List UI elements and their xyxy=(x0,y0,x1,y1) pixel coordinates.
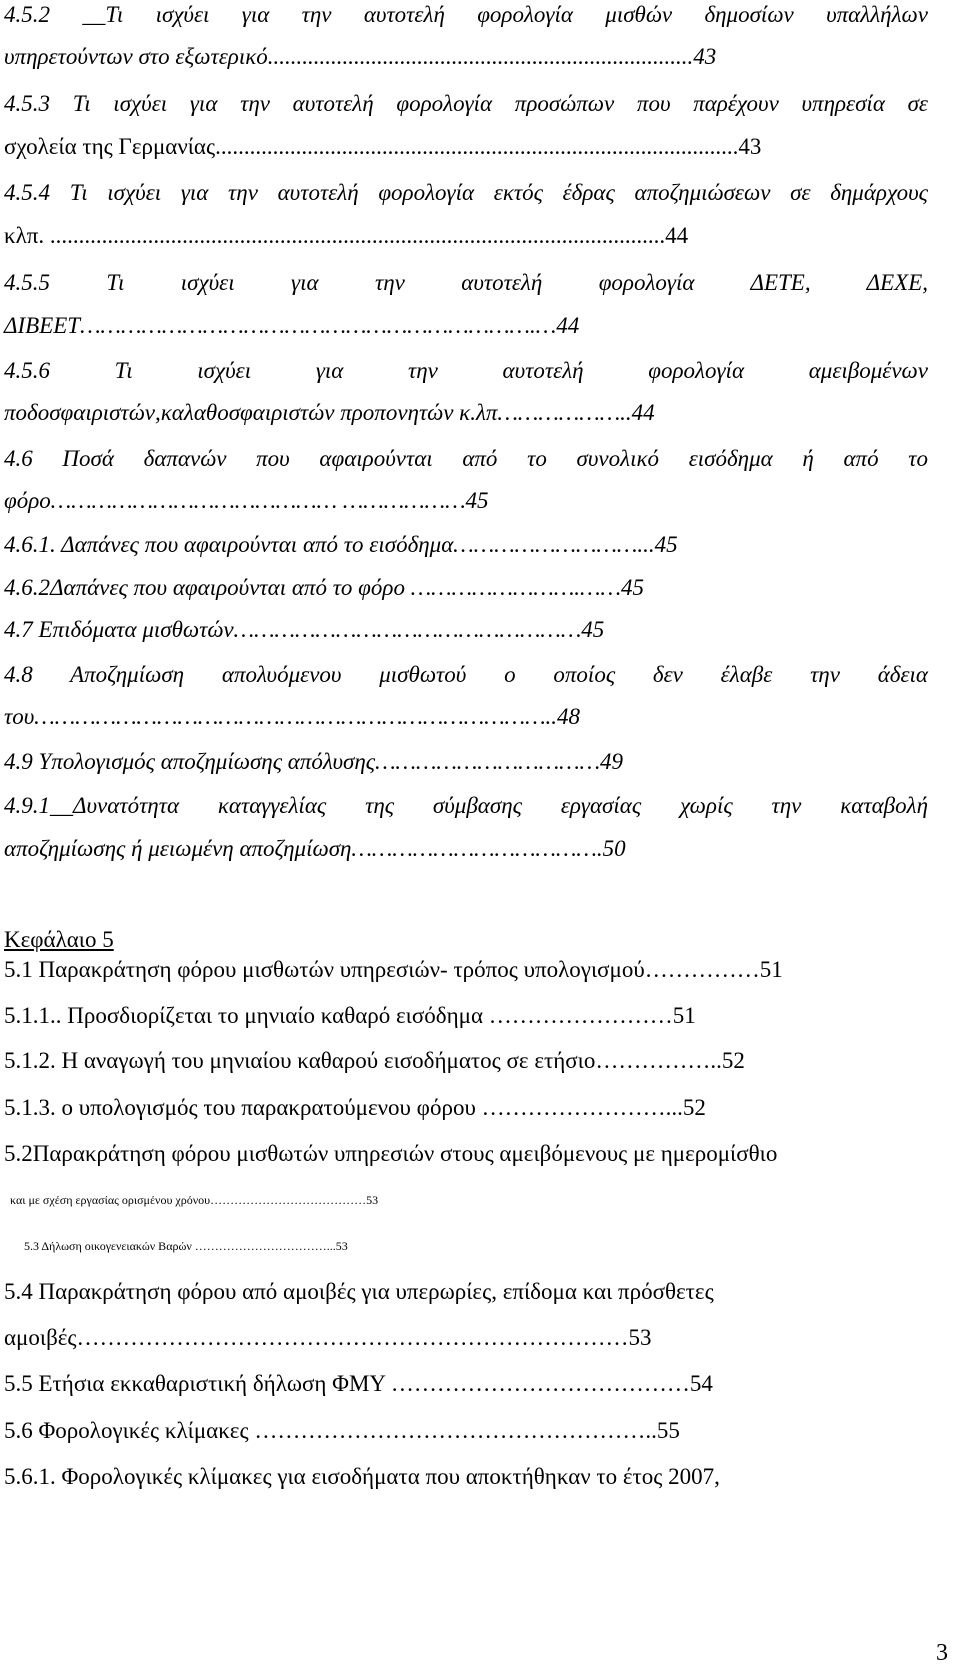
toc-entry-5-3: 5.3 Δήλωση οικογενειακών Βαρών ……………………………...53 xyxy=(24,1239,348,1253)
toc-entry-4-5-3-line2: σχολεία της Γερμανίας...........................................................................................43 xyxy=(4,134,762,159)
toc-entry-4-6-1: 4.6.1. Δαπάνες που αφαιρούνται από το εισόδημα………………………...45 xyxy=(4,532,678,557)
toc-entry-5-2-line2: και με σχέση εργασίας ορισμένου χρόνου…………………………………53 xyxy=(10,1193,379,1207)
toc-entry-4-6-2: 4.6.2Δαπάνες που αφαιρούνται από το φόρο …………………….……45 xyxy=(4,575,644,600)
toc-entry-4-5-2-line1: 4.5.2 __Τι ισχύει για την αυτοτελή φορολογία μισθών δημοσίων υπαλλήλων xyxy=(4,2,928,27)
toc-entry-5-4-line2: αμοιβές………………………………………………………………53 xyxy=(4,1325,652,1350)
toc-entry-4-8-line2: του…………………………………………………………………..48 xyxy=(4,704,581,729)
toc-entry-4-6-line2: φόρο…………………………………… ………………45 xyxy=(4,488,489,513)
toc-entry-5-1-1: 5.1.1.. Προσδιορίζεται το μηνιαίο καθαρό εισόδημα ……………………51 xyxy=(4,1003,696,1028)
toc-entry-4-6-line1: 4.6 Ποσά δαπανών που αφαιρούνται από το συνολικό εισόδημα ή από το xyxy=(4,446,928,471)
toc-entry-4-5-2-line2: υπηρετούντων στο εξωτερικό..........................................................................43 xyxy=(4,44,717,69)
toc-entry-4-5-6-line1: 4.5.6 Τι ισχύει για την αυτοτελή φορολογία αμειβομένων xyxy=(4,358,928,383)
toc-entry-4-7: 4.7 Επιδόματα μισθωτών……………………………………………45 xyxy=(4,617,605,642)
toc-entry-4-5-3-line1: 4.5.3 Τι ισχύει για την αυτοτελή φορολογία προσώπων που παρέχουν υπηρεσία σε xyxy=(4,91,928,116)
toc-entry-4-8-line1: 4.8 Αποζημίωση απολυόμενου μισθωτού ο οποίος δεν έλαβε την άδεια xyxy=(4,662,928,687)
chapter-heading: Κεφάλαιο 5 xyxy=(4,927,114,952)
toc-entry-5-2-line1: 5.2Παρακράτηση φόρου μισθωτών υπηρεσιών στους αμειβόμενους με ημερομίσθιο xyxy=(4,1141,778,1166)
toc-entry-5-4-line1: 5.4 Παρακράτηση φόρου από αμοιβές για υπερωρίες, επίδομα και πρόσθετες xyxy=(4,1279,714,1304)
page-number: 3 xyxy=(936,1640,948,1666)
toc-entry-4-5-5-line2: ΔΙΒΕΕΤ………………………………………………………….…44 xyxy=(4,313,580,338)
toc-entry-4-5-4-line1: 4.5.4 Τι ισχύει για την αυτοτελή φορολογία εκτός έδρας αποζημιώσεων σε δημάρχους xyxy=(4,180,928,205)
toc-entry-4-5-4-line2: κλπ. ...........................................................................................................44 xyxy=(4,223,689,248)
toc-entry-4-5-6-line2: ποδοσφαιριστών,καλαθοσφαιριστών προπονητών κ.λπ………………..44 xyxy=(4,400,655,425)
toc-entry-5-5: 5.5 Ετήσια εκκαθαριστική δήλωση ΦΜΥ …………………………………54 xyxy=(4,1371,713,1396)
toc-entry-4-9-1-line1: 4.9.1__Δυνατότητα καταγγελίας της σύμβασης εργασίας χωρίς την καταβολή xyxy=(4,793,928,818)
toc-entry-5-1-2: 5.1.2. Η αναγωγή του μηνιαίου καθαρού εισοδήματος σε ετήσιο……………..52 xyxy=(4,1048,745,1073)
toc-entry-5-1-3: 5.1.3. ο υπολογισμός του παρακρατούμενου φόρου ……………………...52 xyxy=(4,1095,706,1120)
toc-entry-5-6: 5.6 Φορολογικές κλίμακες ……………………………………………..55 xyxy=(4,1418,680,1443)
toc-entry-4-9-1-line2: αποζημίωσης ή μειωμένη αποζημίωση……………………………….50 xyxy=(4,836,626,861)
toc-entry-5-6-1: 5.6.1. Φορολογικές κλίμακες για εισοδήματα που αποκτήθηκαν το έτος 2007, xyxy=(4,1464,720,1489)
toc-entry-4-5-5-line1: 4.5.5 Τι ισχύει για την αυτοτελή φορολογία ΔΕΤΕ, ΔΕΧΕ, xyxy=(4,270,928,295)
toc-entry-4-9: 4.9 Υπολογισμός αποζημίωσης απόλυσης……………………………49 xyxy=(4,749,624,774)
toc-entry-5-1: 5.1 Παρακράτηση φόρου μισθωτών υπηρεσιών- τρόπος υπολογισμού……………51 xyxy=(4,957,783,982)
